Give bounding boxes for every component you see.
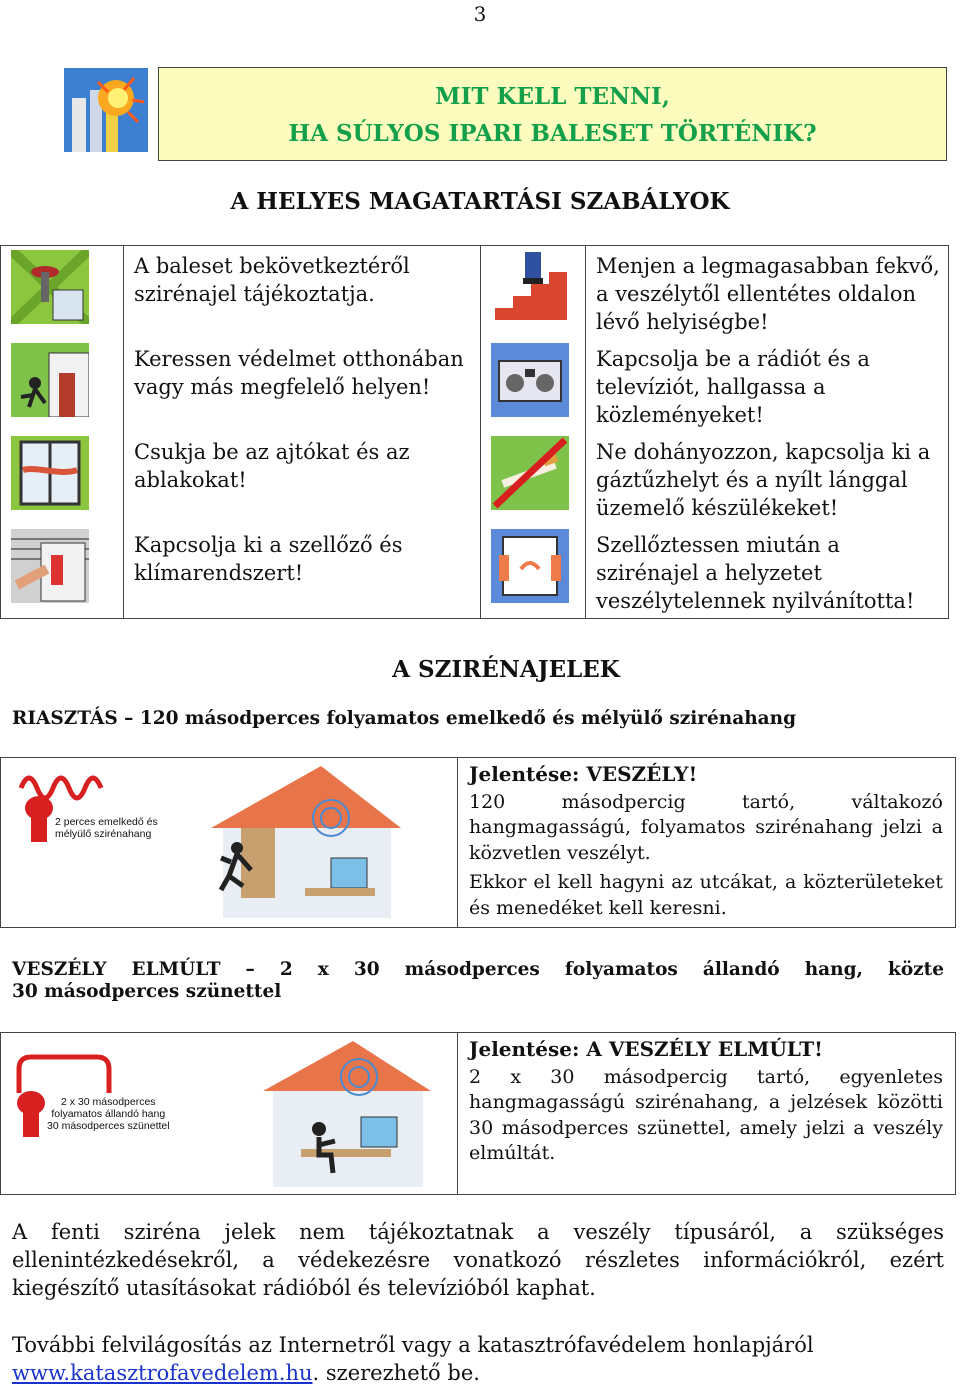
rule-text-1: A baleset bekövetkeztéről szirénajel tájékoztatja.: [134, 254, 410, 306]
sirens-heading: A SZIRÉNAJELEK: [392, 656, 620, 683]
alarm-para-1: 120 másodpercig tartó, váltakozó hangmagasságú, folyamatos szirénahang jelzi a közvetlen veszélyt.: [469, 790, 943, 864]
rule-text-4: Kapcsolja ki a szellőző és klímarendszert!: [134, 533, 403, 585]
clear-box: [0, 1032, 956, 1195]
banner-line-2: HA SÚLYOS IPARI BALESET TÖRTÉNIK?: [288, 120, 817, 147]
shelter-icon: [1, 339, 123, 432]
clear-title-2: 30 másodperces szünettel: [12, 981, 282, 1002]
clear-title: VESZÉLY ELMÚLT – 2 x 30 másodperces folyamatos állandó hang, közte: [12, 959, 944, 980]
clear-pic-label-2: folyamatos állandó hang: [51, 1108, 166, 1120]
clear-pic-label-3: 30 másodperces szünettel: [47, 1120, 170, 1132]
right-icons-column: [481, 246, 586, 619]
switch-off-icon: [1, 525, 123, 618]
ventilate-icon: [481, 525, 585, 618]
no-smoking-icon: [481, 432, 585, 525]
info-line-2: [12, 1359, 944, 1387]
alarm-siren-house-illustration: [1, 758, 456, 928]
alarm-meaning: Jelentése: VESZÉLY!: [469, 762, 698, 786]
info-paragraph: [12, 1331, 944, 1387]
right-text-column: [586, 246, 949, 619]
clear-meaning: Jelentése: A VESZÉLY ELMÚLT!: [469, 1037, 823, 1061]
info-line-1: További felvilágosítás az Internetről vagy a katasztrófavédelem honlapjáról: [12, 1333, 814, 1357]
page-number: 3: [473, 2, 487, 26]
clear-pic-label-1: 2 x 30 másodperces: [61, 1096, 156, 1108]
banner-line-1: MIT KELL TENNI,: [435, 83, 670, 110]
info-tail: . szerezhető be.: [312, 1361, 480, 1385]
rule-text-7: Ne dohányozzon, kapcsolja ki a gáztűzhelyt és a nyílt lánggal üzemelő készülékeket!: [596, 440, 931, 520]
footer-paragraph: A fenti sziréna jelek nem tájékoztatnak a veszély típusáról, a szükséges ellenintézkedésekről, a védekezésre vonatkozó részletes információkról, ezért kiegészítő utasításokat rádióból és televízióból kaphat.: [12, 1220, 944, 1300]
alarm-description: [458, 758, 955, 927]
siren-icon: [1, 246, 123, 339]
title-banner: [158, 67, 947, 161]
alarm-title: RIASZTÁS – 120 másodperces folyamatos emelkedő és mélyülő szirénahang: [12, 708, 797, 729]
rules-table: [0, 245, 949, 619]
alarm-para-2: Ekkor el kell hagyni az utcákat, a közterületeket és menedéket kell keresni.: [469, 871, 943, 919]
alarm-illustration: [1, 758, 458, 927]
rule-text-2: Keressen védelmet otthonában vagy más megfelelő helyen!: [134, 347, 464, 399]
radio-icon: [481, 339, 585, 432]
alarm-pic-label-2: mélyülő szirénahang: [55, 828, 152, 840]
clear-description: [458, 1033, 955, 1194]
rules-heading: A HELYES MAGATARTÁSI SZABÁLYOK: [230, 188, 730, 215]
rule-text-5: Menjen a legmagasabban fekvő, a veszélytől ellentétes oldalon lévő helyiségbe!: [596, 254, 940, 334]
fire-explosion-icon: [64, 68, 148, 152]
clear-illustration: [1, 1033, 458, 1194]
rule-text-8: Szellőztessen miután a szirénajel a helyzetet veszélytelennek nyilvánította!: [596, 533, 915, 613]
alarm-pic-label-1: 2 perces emelkedő és: [55, 816, 158, 828]
website-link[interactable]: www.katasztrofavedelem.hu: [12, 1361, 313, 1385]
window-close-icon: [1, 432, 123, 525]
rule-text-6: Kapcsolja be a rádiót és a televíziót, hallgassa a közleményeket!: [596, 347, 870, 427]
left-icons-column: [1, 246, 124, 619]
rule-text-3: Csukja be az ajtókat és az ablakokat!: [134, 440, 410, 492]
left-text-column: [124, 246, 481, 619]
alarm-box: [0, 757, 956, 928]
clear-para-1: 2 x 30 másodpercig tartó, egyenletes hangmagasságú szirénahang, a jelzések közötti 30 másodperces szünettel, amely jelzi a veszély elmúltát.: [469, 1065, 943, 1164]
stairs-icon: [481, 246, 585, 339]
